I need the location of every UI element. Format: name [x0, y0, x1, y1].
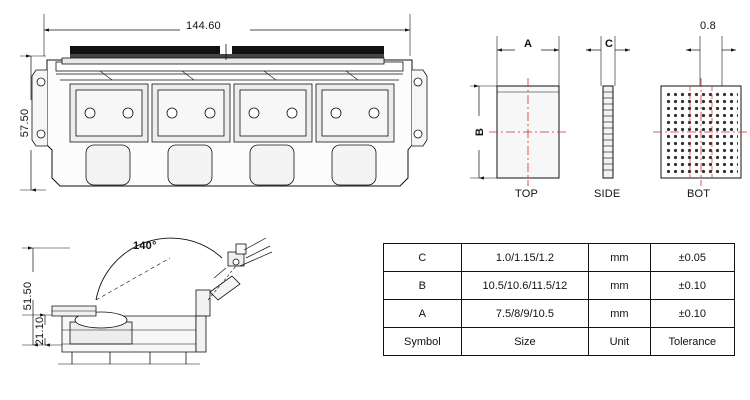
side-view-dimension-c: C	[605, 38, 614, 50]
table-row	[384, 300, 735, 328]
top-view-dimension-a: A	[524, 38, 533, 50]
top-view-caption: TOP	[515, 188, 539, 200]
specification-table	[383, 243, 735, 356]
front-view-height-dimension: 57.50	[19, 108, 31, 138]
top-view-dimension-b: B	[474, 127, 486, 137]
table-row	[384, 244, 735, 272]
section-view-height-dimension: 51.50	[22, 281, 34, 311]
spec-unit: mm	[589, 244, 651, 272]
spec-size: 7.5/8/9/10.5	[461, 300, 588, 328]
spec-tolerance: ±0.10	[650, 272, 734, 300]
spec-tolerance: ±0.10	[650, 300, 734, 328]
spec-header-tolerance: Tolerance	[650, 328, 734, 356]
side-view-caption: SIDE	[594, 188, 621, 200]
bot-view-pitch-dimension: 0.8	[700, 20, 716, 32]
spec-header-size: Size	[461, 328, 588, 356]
spec-symbol: A	[384, 300, 462, 328]
spec-header-symbol: Symbol	[384, 328, 462, 356]
spec-table-body	[384, 244, 735, 356]
spec-header-unit: Unit	[589, 328, 651, 356]
front-view-width-dimension: 144.60	[186, 20, 221, 32]
spec-tolerance: ±0.05	[650, 244, 734, 272]
table-header-row	[384, 328, 735, 356]
spec-symbol: B	[384, 272, 462, 300]
section-view-angle-label: 140°	[133, 240, 157, 252]
section-view-height2-dimension: 21.10	[34, 316, 46, 346]
bot-view-caption: BOT	[687, 188, 711, 200]
spec-size: 10.5/10.6/11.5/12	[461, 272, 588, 300]
spec-unit: mm	[589, 272, 651, 300]
spec-size: 1.0/1.15/1.2	[461, 244, 588, 272]
spec-symbol: C	[384, 244, 462, 272]
spec-unit: mm	[589, 300, 651, 328]
table-row	[384, 272, 735, 300]
